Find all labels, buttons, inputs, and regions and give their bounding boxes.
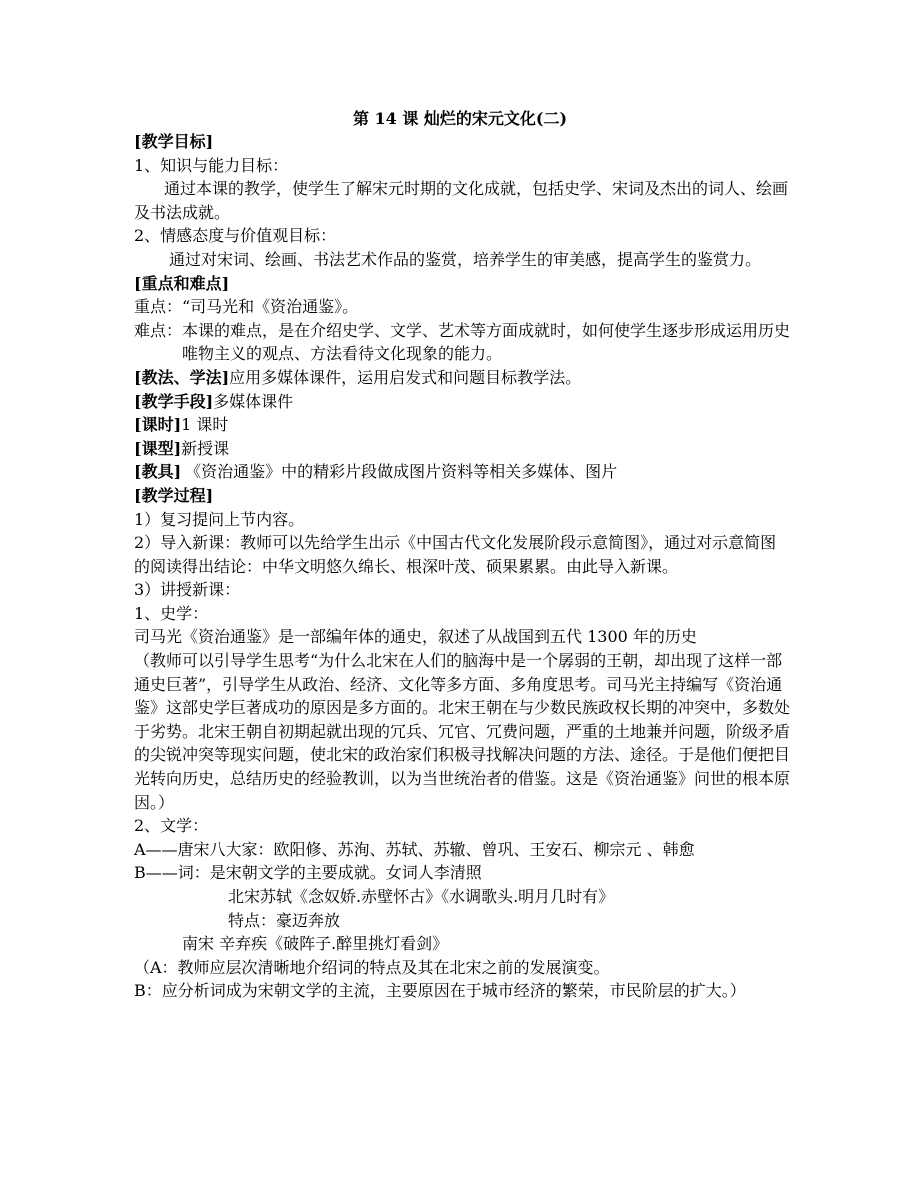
process-step-3: 3）讲授新课： <box>134 580 241 600</box>
literature-b-sushi: 北宋苏轼《念奴娇.赤壁怀古》《水调歌头.明月几时有》 <box>228 887 615 906</box>
class-hours-label: [课时] <box>134 415 182 435</box>
history-line: 司马光《资治通鉴》是一部编年体的通史，叙述了从战国到五代 1300 年的历史 <box>134 627 697 647</box>
teaching-method-text: 应用多媒体课件，运用启发式和问题目标教学法。 <box>229 367 582 387</box>
literature-label: 2、文学： <box>134 816 209 836</box>
process-step-1: 1）复习提问上节内容。 <box>134 509 305 529</box>
literature-b: B——词：是宋朝文学的主要成就。女词人李清照 <box>134 863 482 883</box>
teaching-means-label: [教学手段] <box>134 391 214 411</box>
document-body <box>134 130 790 1003</box>
teaching-method <box>134 366 790 390</box>
history-label: 1、史学： <box>134 603 209 623</box>
literature-b-xinqiji: 南宋 辛弃疾《破阵子.醉里挑灯看剑》 <box>182 934 449 954</box>
lesson-type <box>134 437 790 461</box>
lesson-type-text: 新授课 <box>181 438 230 458</box>
key-point: 重点：“司马光和《资治通鉴》。 <box>134 297 359 317</box>
lesson-type-label: [课型] <box>134 438 182 458</box>
objective-1-text: 通过本课的教学，使学生了解宋元时期的文化成就，包括史学、宋词及杰出的词人、绘画及书法成就。 <box>134 179 789 222</box>
objectives-heading: [教学目标] <box>134 132 214 151</box>
process-step-2: 2）导入新课：教师可以先给学生出示《中国古代文化发展阶段示意简图》，通过对示意简图的阅读得出结论：中华文明悠久绵长、根深叶茂、硕果累累。由此导入新课。 <box>134 533 777 576</box>
process-heading: [教学过程] <box>134 485 214 505</box>
objective-2-label: 2、情感态度与价值观目标： <box>134 226 337 246</box>
teaching-tools <box>134 460 790 484</box>
objective-1-label: 1、知识与能力目标： <box>134 155 289 175</box>
note-a: （A：教师应层次清晰地介绍词的特点及其在北宋之前的发展演变。 <box>134 957 610 977</box>
teaching-method-label: [教法、学法] <box>134 367 230 387</box>
history-note: （教师可以引导学生思考“为什么北宋在人们的脑海中是一个孱弱的王朝，却出现了这样一部通史巨著”，引导学生从政治、经济、文化等多方面、多角度思考。司马光主持编写《资治通鉴》这部史学巨著成功的原因是多方面的。北宋王朝在与少数民族政权长期的冲突中，多数处于劣势。北宋王朝自初期起就出现的冗兵、冗官、冗费问题，严重的土地兼并问题，阶级矛盾的尖锐冲突等现实问题，使北宋的政治家们积极寻找解决问题的方法、途径。于是他们便把目光转向历史，总结历史的经验教训，以为当世统治者的借鉴。这是《资治通鉴》问世的根本原因。） <box>134 651 791 812</box>
note-b: B：应分析词成为宋朝文学的主流，主要原因在于城市经济的繁荣，市民阶层的扩大。） <box>134 981 746 1001</box>
teaching-tools-label: [教具] <box>134 462 182 482</box>
teaching-tools-text: 《资治通鉴》中的精彩片段做成图片资料等相关多媒体、图片 <box>185 462 618 482</box>
teaching-means-text: 多媒体课件 <box>213 391 294 411</box>
class-hours <box>134 413 790 437</box>
literature-a: A——唐宋八大家：欧阳修、苏洵、苏轼、苏辙、曾巩、王安石、柳宗元 、韩愈 <box>134 839 695 859</box>
class-hours-text: 1 课时 <box>181 415 229 435</box>
teaching-means <box>134 390 790 414</box>
difficult-point: 难点：本课的难点，是在介绍史学、文学、艺术等方面成就时，如何使学生逐步形成运用历史唯物主义的观点、方法看待文化现象的能力。 <box>134 320 791 364</box>
objective-2-text: 通过对宋词、绘画、书法艺术作品的鉴赏，培养学生的审美感，提高学生的鉴赏力。 <box>169 249 762 269</box>
key-points-heading: [重点和难点] <box>134 273 230 293</box>
literature-b-feature: 特点：豪迈奔放 <box>228 910 341 930</box>
page-title: 第 14 课 灿烂的宋元文化(二) <box>352 109 568 128</box>
